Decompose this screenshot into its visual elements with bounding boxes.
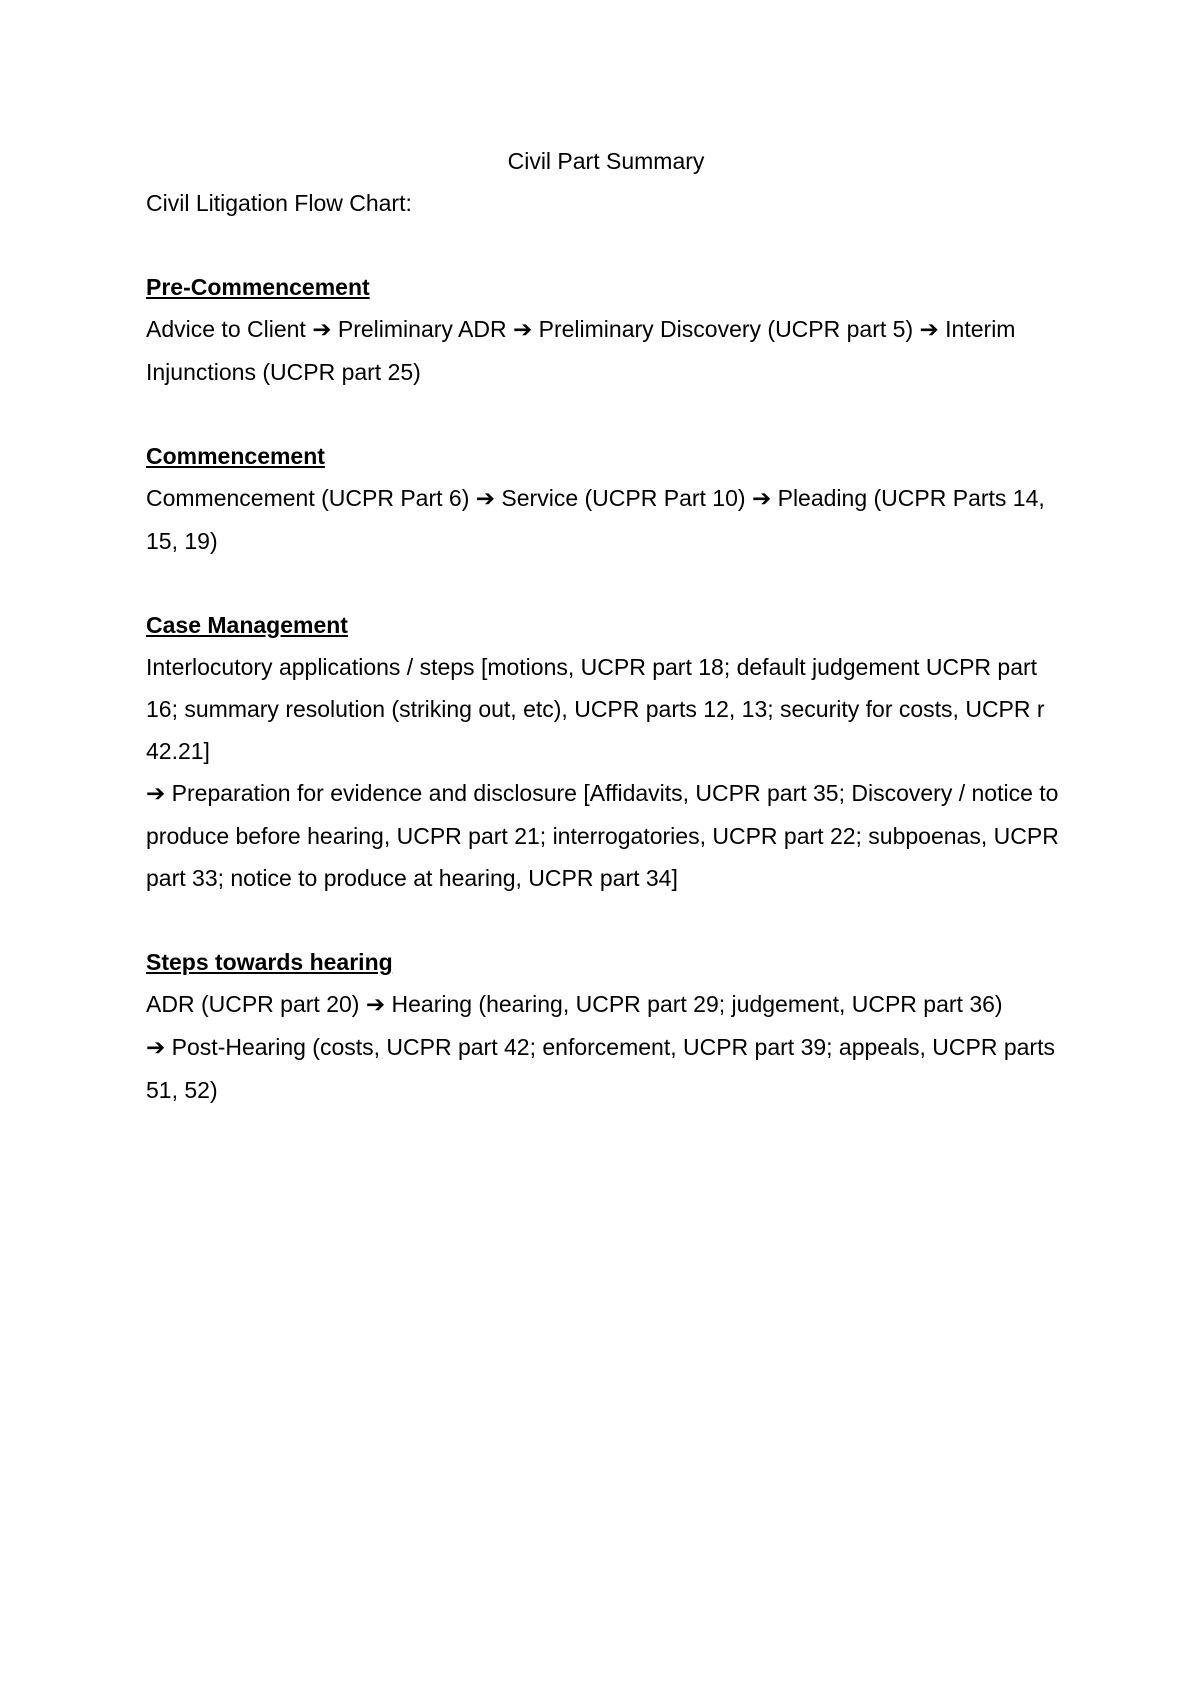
- paragraph-text: Hearing (hearing, UCPR part 29; judgement, UCPR part 36): [385, 991, 1003, 1017]
- section-paragraph: [146, 983, 1066, 1026]
- section-heading: Pre-Commencement: [146, 274, 370, 300]
- paragraph-text: Interim Injunctions (UCPR part 25): [146, 316, 1016, 385]
- paragraph-text: Preliminary Discovery (UCPR part 5): [532, 316, 920, 342]
- section-commencement: [146, 435, 1066, 562]
- sections-container: [146, 266, 1066, 1111]
- arrow-right-icon: ➔: [312, 317, 332, 343]
- section-steps-towards-hearing: [146, 941, 1066, 1111]
- paragraph-text: ADR (UCPR part 20): [146, 991, 366, 1017]
- section-heading: Steps towards hearing: [146, 949, 393, 975]
- paragraph-text: Advice to Client: [146, 316, 313, 342]
- section-paragraph: [146, 477, 1066, 562]
- section-paragraph: [146, 646, 1066, 772]
- paragraph-text: Preparation for evidence and disclosure [Affidavits, UCPR part 35; Discovery / notice to produce before hearing, UCPR part 21; interrogatories, UCPR part 22; subpoenas, UCPR part 33; notice to produce at hearing, UCPR part 34]: [146, 780, 1059, 891]
- paragraph-text: Service (UCPR Part 10): [495, 485, 752, 511]
- document-title: Civil Part Summary: [507, 148, 705, 174]
- section-paragraph: [146, 308, 1066, 393]
- paragraph-text: Pleading (UCPR Parts 14, 15, 19): [146, 485, 1045, 554]
- arrow-right-icon: ➔: [919, 317, 939, 343]
- document-subtitle: Civil Litigation Flow Chart:: [146, 190, 412, 216]
- section-case-management: [146, 604, 1066, 899]
- section-paragraph: [146, 1026, 1066, 1111]
- section-pre-commencement: [146, 266, 1066, 393]
- arrow-right-icon: ➔: [751, 486, 772, 512]
- arrow-right-icon: ➔: [146, 1035, 166, 1061]
- arrow-right-icon: ➔: [365, 992, 386, 1018]
- paragraph-text: Interlocutory applications / steps [motions, UCPR part 18; default judgement UCPR part 16; summary resolution (striking out, etc), UCPR parts 12, 13; security for costs, UCPR r 42.21]: [146, 654, 1045, 764]
- section-heading: Commencement: [146, 443, 325, 469]
- document-content: [146, 140, 1066, 1111]
- paragraph-text: Post-Hearing (costs, UCPR part 42; enforcement, UCPR part 39; appeals, UCPR parts 51, 52): [146, 1034, 1055, 1103]
- arrow-right-icon: ➔: [146, 781, 166, 807]
- section-paragraph: [146, 772, 1066, 899]
- arrow-right-icon: ➔: [475, 486, 496, 512]
- paragraph-text: Commencement (UCPR Part 6): [146, 485, 476, 511]
- paragraph-text: Preliminary ADR: [331, 316, 513, 342]
- arrow-right-icon: ➔: [512, 317, 533, 343]
- section-heading: Case Management: [146, 612, 348, 638]
